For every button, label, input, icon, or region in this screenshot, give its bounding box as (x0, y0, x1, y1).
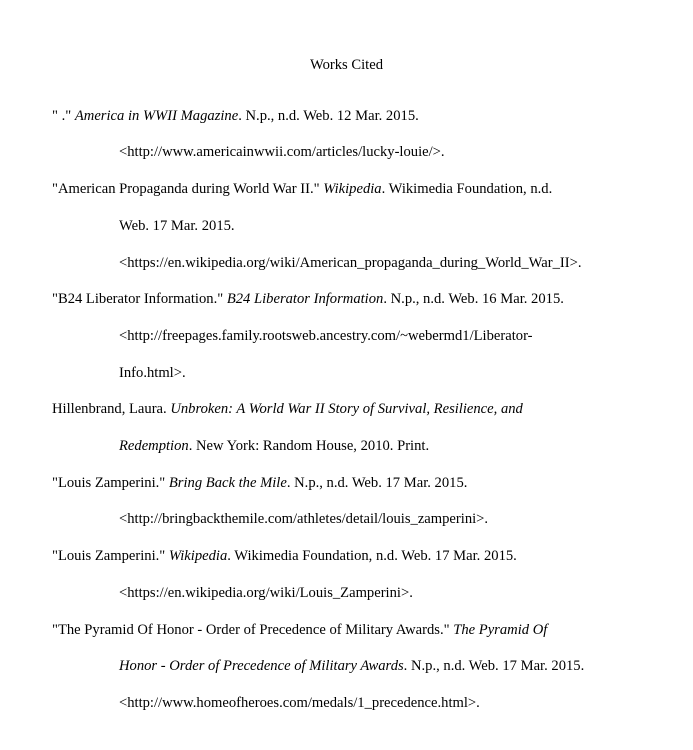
citation-text: "The Pyramid Of Honor - Order of Precedence of Military Awards." (52, 622, 454, 638)
citation-text: . New York: Random House, 2010. Print. (188, 438, 430, 454)
citation-source-title: Wikipedia (323, 181, 382, 197)
citation-line (119, 437, 429, 455)
citation-text: . Wikimedia Foundation, n.d. (381, 181, 553, 197)
citation-text: " ." (52, 108, 75, 124)
citation-url: <http://bringbackthemile.com/athletes/detail/louis_zamperini>. (119, 511, 489, 527)
citation-url: <http://freepages.family.rootsweb.ancestry.com/~webermd1/Liberator- (119, 328, 533, 344)
citation-url-line (119, 694, 480, 712)
citation-source-title: Honor - Order of Precedence of Military Awards (119, 658, 404, 674)
citation-url-line (119, 510, 488, 528)
citation-line (52, 547, 517, 565)
citation-text: "Louis Zamperini." (52, 475, 169, 491)
citation-url: <http://www.americainwwii.com/articles/lucky-louie/>. (119, 144, 445, 160)
citation-text: Hillenbrand, Laura. (52, 401, 171, 417)
citation-line (52, 107, 419, 125)
page-title: Works Cited (309, 57, 383, 73)
citation-text: . N.p., n.d. Web. 12 Mar. 2015. (238, 108, 419, 124)
citation-line (52, 474, 467, 492)
citation-source-title: Wikipedia (168, 548, 228, 564)
citation-text: "B24 Liberator Information." (52, 291, 227, 307)
citation-source-title: The Pyramid Of (453, 622, 548, 638)
citation-text: Web. 17 Mar. 2015. (119, 218, 235, 234)
citation-text: . Wikimedia Foundation, n.d. Web. 17 Mar. 2015. (227, 548, 517, 564)
citation-line (52, 290, 564, 308)
citation-url-line (119, 364, 186, 382)
citation-source-title: B24 Liberator Information (226, 291, 384, 307)
citation-url-line (119, 584, 413, 602)
citation-url: <https://en.wikipedia.org/wiki/Louis_Zamperini>. (119, 585, 413, 601)
citation-text: . N.p., n.d. Web. 17 Mar. 2015. (286, 475, 468, 491)
citation-line (52, 400, 523, 418)
citation-url: <http://www.homeofheroes.com/medals/1_precedence.html>. (119, 695, 480, 711)
citation-source-title: Redemption (119, 438, 189, 454)
citation-text: "Louis Zamperini." (52, 548, 169, 564)
citation-source-title: Bring Back the Mile (168, 475, 287, 491)
citation-line (119, 217, 235, 235)
citation-url: Info.html>. (119, 365, 186, 381)
citation-text: "American Propaganda during World War II." (52, 181, 324, 197)
citation-source-title: Unbroken: A World War II Story of Survival, Resilience, and (170, 401, 523, 417)
citation-url: <https://en.wikipedia.org/wiki/American_propaganda_during_World_War_II>. (119, 255, 582, 271)
citation-url-line (119, 143, 445, 161)
citation-url-line (119, 254, 582, 272)
citation-text: . N.p., n.d. Web. 16 Mar. 2015. (383, 291, 564, 307)
citation-url-line (119, 327, 533, 345)
citation-line (52, 180, 552, 198)
citation-line (52, 621, 547, 639)
citation-text: . N.p., n.d. Web. 17 Mar. 2015. (403, 658, 585, 674)
citation-line (119, 657, 584, 675)
citation-source-title: America in WWII Magazine (74, 108, 239, 124)
